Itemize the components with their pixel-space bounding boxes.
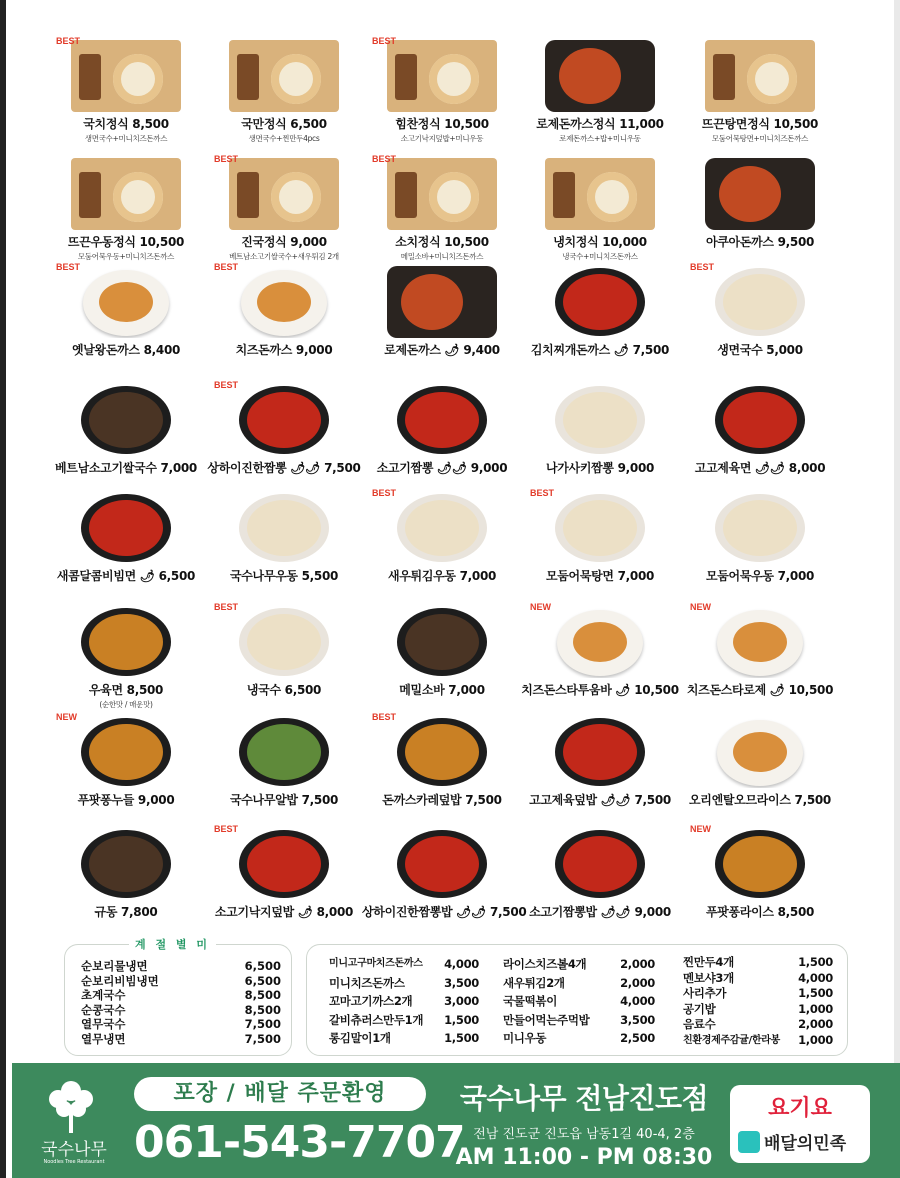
side-column-3 (683, 955, 833, 1049)
menu-item[interactable] (362, 36, 522, 144)
menu-item[interactable] (520, 158, 680, 262)
menu-item-name-price: 오리엔탈오므라이스 7,500 (689, 793, 831, 807)
seasonal-item-name: 열무냉면 (81, 1031, 126, 1046)
food-photo (71, 828, 181, 900)
food-photo (229, 606, 339, 678)
menu-item-name-price: 고고제육덮밥 🌶🌶 7,500 (529, 793, 671, 807)
menu-item[interactable] (204, 262, 364, 358)
side-item-name: 공기밥 (683, 1001, 716, 1016)
menu-item-name-price: 상하이진한짬뽕밥 🌶🌶 7,500 (362, 905, 527, 919)
menu-item-name-price: 소고기낙지덮밥 🌶 8,000 (214, 905, 354, 919)
side-item-price: 4,000 (798, 970, 833, 985)
seasonal-title: 계 절 별 미 (129, 936, 216, 952)
side-item-name: 사리추가 (683, 986, 727, 1001)
seasonal-item[interactable] (81, 959, 281, 974)
seasonal-item[interactable] (81, 974, 281, 989)
menu-item-name-price: 김치찌개돈까스 🌶 7,500 (530, 343, 670, 357)
menu-item-name-price: 국수나무알밥 7,500 (229, 793, 339, 807)
food-photo (387, 40, 497, 112)
menu-item[interactable] (46, 158, 206, 262)
side-column-1 (329, 955, 479, 1048)
menu-item-description: 냉국수+미니치즈돈까스 (562, 252, 638, 261)
side-item-name: 멘보샤3개 (683, 970, 734, 985)
menu-item[interactable] (680, 602, 840, 698)
side-item-name: 라이스치즈볼4개 (503, 957, 587, 971)
menu-badge: BEST (56, 36, 81, 46)
menu-item[interactable] (520, 602, 680, 698)
menu-item[interactable] (680, 384, 840, 476)
side-item[interactable] (503, 955, 655, 974)
side-item-price: 3,500 (444, 975, 479, 990)
menu-item[interactable] (46, 492, 206, 584)
menu-item[interactable] (46, 36, 206, 144)
menu-item-name-price: 모둠어묵탕면 7,000 (545, 569, 655, 583)
food-photo (545, 266, 655, 338)
menu-item-name-price: 모둠어묵우동 7,000 (705, 569, 815, 583)
menu-item-name-price: 새콤달콤비빔면 🌶 6,500 (56, 569, 196, 583)
food-photo (71, 266, 181, 338)
menu-item-name-price: 뜨끈우동정식 10,500 (67, 235, 185, 249)
side-item-name: 음료수 (683, 1017, 716, 1032)
menu-item-name-price: 치즈돈스타로제 🌶 10,500 (686, 683, 834, 697)
opening-hours: AM 11:00 - PM 08:30 (455, 1145, 713, 1170)
menu-item-description: 생면국수+미니치즈돈까스 (84, 134, 168, 143)
menu-item[interactable] (520, 828, 680, 920)
food-photo (545, 606, 655, 678)
side-item-price: 1,500 (444, 1012, 479, 1027)
food-photo (545, 716, 655, 788)
side-item-price: 2,500 (620, 1031, 655, 1046)
food-photo (71, 158, 181, 230)
food-photo (387, 266, 497, 338)
food-photo (229, 828, 339, 900)
menu-item-name-price: 베트남소고기쌀국수 7,000 (55, 461, 197, 475)
food-photo (71, 40, 181, 112)
menu-item[interactable] (520, 266, 680, 358)
menu-item-description: (순한맛 / 매운맛) (99, 700, 153, 709)
brand-name: 국수나무 (41, 1140, 107, 1160)
menu-item[interactable] (520, 488, 680, 584)
side-item-price: 1,000 (798, 1001, 833, 1016)
side-item-price: 1,000 (798, 1032, 833, 1047)
seasonal-item[interactable] (81, 988, 281, 1003)
menu-item-name-price: 나가사키짬뽕 9,000 (545, 461, 655, 475)
side-item-name: 만들어먹는주먹밥 (503, 1012, 590, 1027)
menu-item[interactable] (204, 154, 364, 262)
side-item[interactable] (503, 992, 655, 1011)
side-item[interactable] (503, 1029, 655, 1048)
side-item[interactable] (329, 1029, 479, 1048)
food-photo (545, 492, 655, 564)
menu-item[interactable] (204, 492, 364, 584)
side-item-price: 4,000 (444, 957, 479, 971)
side-column-2 (503, 955, 655, 1048)
seasonal-item[interactable] (81, 1003, 281, 1018)
menu-item-description: 모둠어묵탕면+미니치즈돈까스 (711, 134, 809, 143)
menu-item[interactable] (362, 266, 522, 358)
tree-logo-icon (40, 1073, 102, 1135)
baemin-label: 배달의민족 (764, 1134, 847, 1154)
seasonal-item-name: 순콩국수 (81, 1002, 126, 1017)
menu-item[interactable] (680, 40, 840, 144)
seasonal-item-price: 7,500 (244, 1031, 281, 1046)
menu-item-name-price: 소치정식 10,500 (395, 235, 489, 249)
baemin-icon (738, 1131, 760, 1153)
food-photo (705, 40, 815, 112)
menu-badge: BEST (372, 154, 397, 164)
food-photo (387, 606, 497, 678)
seasonal-item-price: 6,500 (244, 959, 281, 973)
menu-badge: NEW (690, 824, 711, 834)
side-item[interactable] (329, 974, 479, 993)
side-item-price: 2,000 (620, 975, 655, 990)
menu-badge: BEST (214, 380, 239, 390)
menu-badge: NEW (530, 602, 551, 612)
seasonal-item-price: 6,500 (244, 973, 281, 988)
side-item[interactable] (683, 1002, 833, 1018)
menu-item[interactable] (362, 606, 522, 698)
menu-item-name-price: 소고기짬뽕밥 🌶🌶 9,000 (529, 905, 671, 919)
side-item[interactable] (683, 986, 833, 1002)
side-item[interactable] (683, 1017, 833, 1033)
menu-item-name-price: 고고제육면 🌶🌶 8,000 (694, 461, 826, 475)
phone-number[interactable]: 061-543-7707 (134, 1117, 465, 1168)
menu-item-name-price: 새우튀김우동 7,000 (387, 569, 497, 583)
seasonal-item-name: 순보리비빔냉면 (81, 973, 159, 988)
side-item-name: 국물떡볶이 (503, 994, 558, 1009)
side-item-name: 새우튀김2개 (503, 975, 565, 990)
food-photo (229, 716, 339, 788)
yogiyo-logo[interactable]: 요기요 (768, 1096, 832, 1121)
brand-subtitle: Noodles Tree Restaurant (43, 1159, 105, 1165)
side-item[interactable] (683, 955, 833, 971)
side-item-name: 찐만두4개 (683, 955, 734, 969)
side-item-price: 1,500 (798, 986, 833, 1001)
food-photo (545, 158, 655, 230)
menu-item[interactable] (46, 384, 206, 476)
food-photo (705, 828, 815, 900)
menu-item-name-price: 국수나무우동 5,500 (229, 569, 339, 583)
menu-item-description: 베트남소고기쌀국수+새우튀김 2개 (229, 252, 339, 261)
side-item[interactable] (503, 974, 655, 993)
store-name: 국수나무 전남진도점 (459, 1082, 709, 1115)
menu-item[interactable] (46, 828, 206, 920)
food-photo (71, 492, 181, 564)
menu-item-name-price: 로제돈까스 🌶 9,400 (384, 343, 500, 357)
food-photo (705, 492, 815, 564)
side-menu-box (306, 944, 848, 1056)
store-address: 전남 진도군 진도읍 남동1길 40-4, 2층 (473, 1127, 695, 1142)
seasonal-item-name: 초계국수 (81, 988, 126, 1003)
side-item[interactable] (683, 1033, 833, 1049)
menu-item[interactable] (46, 606, 206, 710)
menu-badge: NEW (56, 712, 77, 722)
menu-badge: NEW (690, 602, 711, 612)
side-item-name: 꼬마고기까스2개 (329, 994, 413, 1009)
menu-item[interactable] (362, 712, 522, 808)
menu-badge: BEST (690, 262, 715, 272)
food-photo (71, 384, 181, 456)
food-photo (229, 492, 339, 564)
menu-item[interactable] (362, 154, 522, 262)
seasonal-item-price: 7,500 (244, 1017, 281, 1032)
food-photo (705, 158, 815, 230)
menu-item[interactable] (362, 384, 522, 476)
side-item-price: 1,500 (798, 955, 833, 969)
menu-item-name-price: 국만정식 6,500 (241, 117, 327, 131)
food-photo (71, 716, 181, 788)
delivery-apps-box (730, 1085, 870, 1163)
menu-item-name-price: 치즈돈까스 9,000 (235, 343, 333, 357)
food-photo (71, 606, 181, 678)
side-item[interactable] (329, 1011, 479, 1030)
food-photo (387, 716, 497, 788)
menu-badge: BEST (372, 712, 397, 722)
food-photo (387, 158, 497, 230)
side-item-price: 2,000 (798, 1017, 833, 1032)
seasonal-item[interactable] (81, 1017, 281, 1032)
menu-badge: BEST (372, 488, 397, 498)
food-photo (387, 384, 497, 456)
food-photo (387, 828, 497, 900)
food-photo (545, 828, 655, 900)
food-photo (705, 716, 815, 788)
menu-item-name-price: 치즈돈스타투움바 🌶 10,500 (521, 683, 679, 697)
food-photo (229, 266, 339, 338)
food-photo (705, 384, 815, 456)
menu-item-name-price: 국치정식 8,500 (83, 117, 169, 131)
food-photo (229, 158, 339, 230)
food-photo (705, 606, 815, 678)
baemin-logo[interactable] (738, 1129, 868, 1154)
menu-item-name-price: 냉치정식 10,000 (553, 235, 647, 249)
menu-item[interactable] (680, 716, 840, 808)
menu-item-name-price: 소고기짬뽕 🌶🌶 9,000 (376, 461, 508, 475)
menu-item[interactable] (520, 716, 680, 808)
seasonal-item-name: 열무국수 (81, 1017, 126, 1032)
side-item-name: 미니우동 (503, 1031, 547, 1046)
menu-item-name-price: 돈까스카레덮밥 7,500 (382, 793, 502, 807)
menu-item-name-price: 규동 7,800 (94, 905, 158, 919)
side-item-name: 친환경제주감귤/한라봉 (683, 1034, 780, 1046)
side-item-price: 1,500 (444, 1031, 479, 1046)
seasonal-menu-box (64, 938, 292, 1056)
menu-badge: BEST (214, 824, 239, 834)
menu-item[interactable] (204, 40, 364, 144)
menu-badge: BEST (530, 488, 555, 498)
menu-item-name-price: 뜨끈탕면정식 10,500 (701, 117, 819, 131)
side-item-price: 2,000 (620, 957, 655, 971)
seasonal-list (81, 959, 281, 1047)
menu-badge: BEST (214, 602, 239, 612)
menu-item[interactable] (204, 824, 364, 920)
menu-item[interactable] (520, 384, 680, 476)
food-photo (229, 40, 339, 112)
side-item-name: 롱김말이1개 (329, 1031, 391, 1046)
menu-item-name-price: 옛날왕돈까스 8,400 (71, 343, 181, 357)
side-item-name: 미니고구마치즈돈까스 (329, 958, 423, 969)
menu-item[interactable] (204, 716, 364, 808)
menu-item-name-price: 푸팟퐁라이스 8,500 (705, 905, 815, 919)
menu-item[interactable] (204, 380, 364, 476)
side-item-name: 갈비츄러스만두1개 (329, 1012, 424, 1027)
food-photo (387, 492, 497, 564)
menu-item[interactable] (680, 824, 840, 920)
menu-item[interactable] (46, 712, 206, 808)
menu-item-name-price: 진국정식 9,000 (241, 235, 327, 249)
menu-item-name-price: 메밀소바 7,000 (399, 683, 485, 697)
menu-item[interactable] (680, 262, 840, 358)
menu-item-name-price: 냉국수 6,500 (246, 683, 322, 697)
food-photo (229, 384, 339, 456)
side-item[interactable] (329, 992, 479, 1011)
menu-item[interactable] (680, 492, 840, 584)
side-item[interactable] (503, 1011, 655, 1030)
menu-item-description: 소고기낙지덮밥+미니우동 (400, 134, 484, 143)
menu-item-description: 메밀소바+미니치즈돈까스 (400, 252, 484, 261)
menu-badge: BEST (56, 262, 81, 272)
side-item-price: 3,500 (620, 1012, 655, 1027)
menu-badge: BEST (372, 36, 397, 46)
menu-item-description: 생면국수+찐만두4pcs (248, 134, 320, 143)
menu-item[interactable] (362, 828, 527, 920)
menu-item-name-price: 힘찬정식 10,500 (395, 117, 489, 131)
food-photo (545, 40, 655, 112)
menu-item[interactable] (362, 488, 522, 584)
footer-banner (12, 1063, 900, 1178)
side-item-name: 미니치즈돈까스 (329, 975, 405, 990)
menu-item-name-price: 로제돈까스정식 11,000 (536, 117, 664, 131)
side-item-price: 3,000 (444, 994, 479, 1009)
menu-item-name-price: 아쿠아돈까스 9,500 (705, 235, 815, 249)
seasonal-item[interactable] (81, 1032, 281, 1047)
menu-item[interactable] (680, 158, 840, 250)
menu-badge: BEST (214, 154, 239, 164)
menu-item-name-price: 우육면 8,500 (88, 683, 164, 697)
food-photo (705, 266, 815, 338)
menu-item-description: 모둠어묵우동+미니치즈돈까스 (77, 252, 175, 261)
menu-item-name-price: 상하이진한짬뽕 🌶🌶 7,500 (207, 461, 361, 475)
menu-item[interactable] (204, 602, 364, 698)
menu-item-description: 로제돈까스+밥+미니우동 (559, 134, 641, 143)
menu-item-name-price: 생면국수 5,000 (717, 343, 803, 357)
menu-item[interactable] (520, 40, 680, 144)
side-item[interactable] (329, 955, 479, 974)
seasonal-item-price: 8,500 (244, 988, 281, 1003)
food-photo (545, 384, 655, 456)
side-item-price: 4,000 (620, 994, 655, 1009)
menu-item[interactable] (46, 262, 206, 358)
menu-badge: BEST (214, 262, 239, 272)
menu-item-name-price: 푸팟퐁누들 9,000 (77, 793, 175, 807)
seasonal-item-price: 8,500 (244, 1002, 281, 1017)
seasonal-item-name: 순보리물냉면 (81, 959, 148, 973)
order-welcome-label: 포장 / 배달 주문환영 (134, 1077, 426, 1111)
side-item[interactable] (683, 971, 833, 987)
